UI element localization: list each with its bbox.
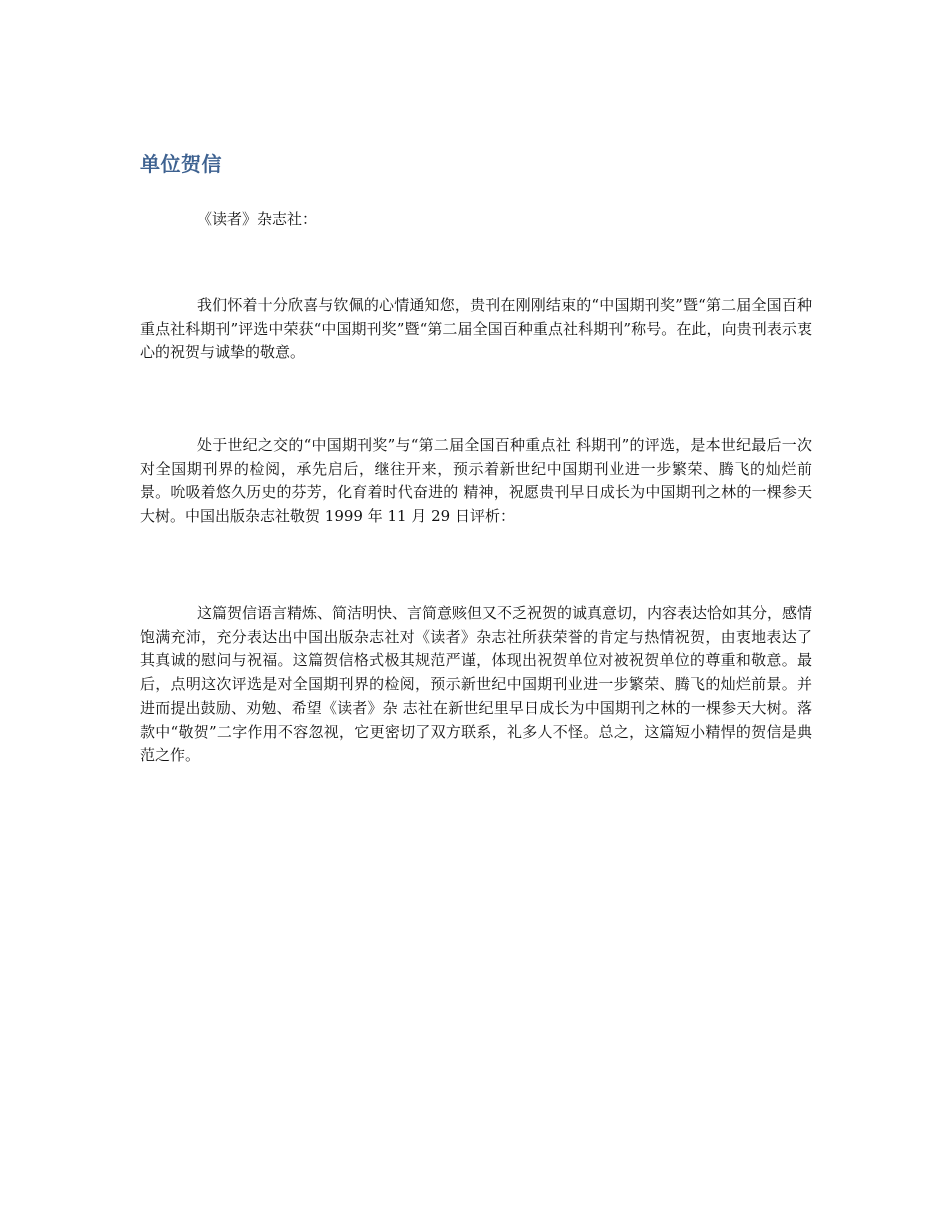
salutation: 《读者》杂志社： xyxy=(197,210,318,228)
paragraph-analysis: 这篇贺信语言精炼、简洁明快、言简意赅但又不乏祝贺的诚真意切，内容表达恰如其分，感情饱满充沛，充分表达出中国出版杂志社对《读者》杂志社所获荣誉的肯定与热情祝贺，由衷地表达了其真诚的慰问与祝福。这篇贺信格式极其规范严谨，体现出祝贺单位对被祝贺单位的尊重和敬意。最后，点明这次评选是对全国期刊界的检阅，预示新世纪中国期刊业进一步繁荣、腾飞的灿烂前景。并进而提出鼓励、劝勉、希望《读者》杂 志社在新世纪里早日成长为中国期刊之林的一棵参天大树。落款中“敬贺”二字作用不容忽视，它更密切了双方联系，礼多人不怪。总之，这篇短小精悍的贺信是典范之作。 xyxy=(140,604,813,765)
paragraph-congratulation: 处于世纪之交的“中国期刊奖”与“第二届全国百种重点社 科期刊”的评选，是本世纪最后一次对全国期刊界的检阅，承先启后，继往开来，预示着新世纪中国期刊业进一步繁荣、腾飞的灿烂前景。吮吸着悠久历史的芬芳，化育着时代奋进的 精神，祝愿贵刊早日成长为中国期刊之林的一棵参天大树。中国出版杂志社敬贺 1999 年 11 月 29 日评析： xyxy=(140,436,812,526)
page-title: 单位贺信 xyxy=(140,152,222,176)
paragraph-notification: 我们怀着十分欣喜与钦佩的心情通知您，贵刊在刚刚结束的“中国期刊奖”暨“第二届全国百种重点社科期刊”评选中荣获“中国期刊奖”暨“第二届全国百种重点社科期刊”称号。在此，向贵刊表示衷心的祝贺与诚挚的敬意。 xyxy=(140,296,812,362)
